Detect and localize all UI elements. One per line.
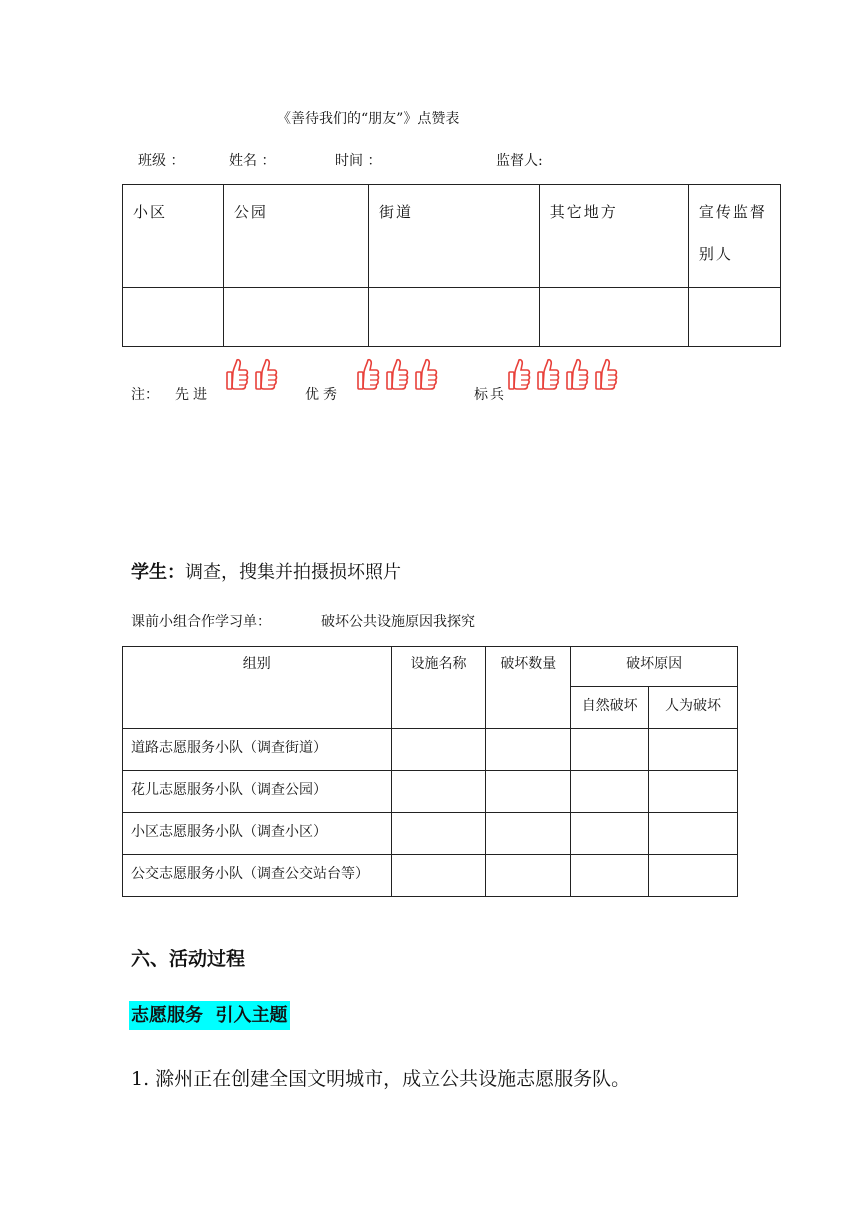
empty-cell[interactable]	[391, 729, 486, 771]
header-natural: 自然破坏	[571, 687, 649, 729]
empty-cell[interactable]	[571, 855, 649, 897]
thumbs-up-icon	[386, 358, 409, 392]
empty-cell[interactable]	[688, 288, 780, 347]
header-facility: 设施名称	[391, 647, 486, 729]
level-model: 标兵	[474, 387, 506, 403]
empty-cell[interactable]	[571, 771, 649, 813]
header-cell: 街道	[369, 185, 540, 288]
empty-cell[interactable]	[486, 771, 571, 813]
empty-cell[interactable]	[123, 288, 224, 347]
empty-cell[interactable]	[486, 729, 571, 771]
time-label: 时间 ：	[335, 153, 382, 169]
thumbs-up-icon	[566, 358, 589, 392]
level-advanced: 先进	[175, 387, 211, 403]
supervisor-label: 监督人:	[496, 153, 543, 169]
thumbs-up-icon	[357, 358, 380, 392]
name-label: 姓名 ：	[229, 153, 276, 169]
worksheet-label: 课前小组合作学习单：	[131, 614, 271, 630]
group-cell: 公交志愿服务小队（调查公交站台等）	[123, 855, 392, 897]
header-human: 人为破坏	[649, 687, 738, 729]
empty-cell[interactable]	[571, 813, 649, 855]
class-label: 班级 ：	[138, 153, 185, 169]
group-cell: 小区志愿服务小队（调查小区）	[123, 813, 392, 855]
empty-cell[interactable]	[649, 729, 738, 771]
empty-cell[interactable]	[486, 855, 571, 897]
empty-cell[interactable]	[391, 813, 486, 855]
group-cell: 花儿志愿服务小队（调查公园）	[123, 771, 392, 813]
header-damage-count: 破坏数量	[486, 647, 571, 729]
header-cell: 公园	[223, 185, 368, 288]
empty-cell[interactable]	[649, 771, 738, 813]
empty-cell[interactable]	[649, 813, 738, 855]
thumbs-group-model	[508, 358, 624, 396]
header-cause: 破坏原因	[571, 647, 738, 687]
thumbs-up-icon	[508, 358, 531, 392]
praise-table	[122, 184, 781, 347]
highlight-heading-text: 志愿服务 引入主题	[129, 1001, 290, 1030]
empty-cell[interactable]	[223, 288, 368, 347]
header-cell: 其它地方	[539, 185, 688, 288]
empty-cell[interactable]	[649, 855, 738, 897]
highlight-heading	[129, 1001, 290, 1027]
damage-survey-table	[122, 646, 738, 897]
empty-cell[interactable]	[571, 729, 649, 771]
student-heading-rest: 调查，搜集并拍摄损坏照片	[185, 562, 401, 583]
thumbs-up-icon	[255, 358, 278, 392]
student-heading-bold: 学生：	[131, 562, 185, 583]
thumbs-group-advanced	[226, 358, 284, 396]
student-heading	[131, 558, 401, 584]
group-cell: 道路志愿服务小队（调查街道）	[123, 729, 392, 771]
thumbs-up-icon	[415, 358, 438, 392]
empty-cell[interactable]	[391, 855, 486, 897]
thumbs-up-icon	[537, 358, 560, 392]
empty-cell[interactable]	[391, 771, 486, 813]
thumbs-group-excellent	[357, 358, 444, 396]
worksheet-topic: 破坏公共设施原因我探究	[321, 614, 475, 630]
thumbs-up-icon	[595, 358, 618, 392]
empty-cell[interactable]	[486, 813, 571, 855]
form-title: 《善待我们的“朋友”》点赞表	[277, 111, 460, 127]
header-cell: 宣传监督别人	[688, 185, 780, 288]
level-excellent: 优秀	[305, 387, 341, 403]
header-cell: 小区	[123, 185, 224, 288]
paragraph: 1. 滁州正在创建全国文明城市，成立公共设施志愿服务队。	[131, 1068, 631, 1090]
note-label: 注：	[131, 387, 159, 403]
thumbs-up-icon	[226, 358, 249, 392]
empty-cell[interactable]	[539, 288, 688, 347]
section-heading: 六、活动过程	[131, 948, 246, 970]
header-group: 组别	[123, 647, 392, 729]
empty-cell[interactable]	[369, 288, 540, 347]
